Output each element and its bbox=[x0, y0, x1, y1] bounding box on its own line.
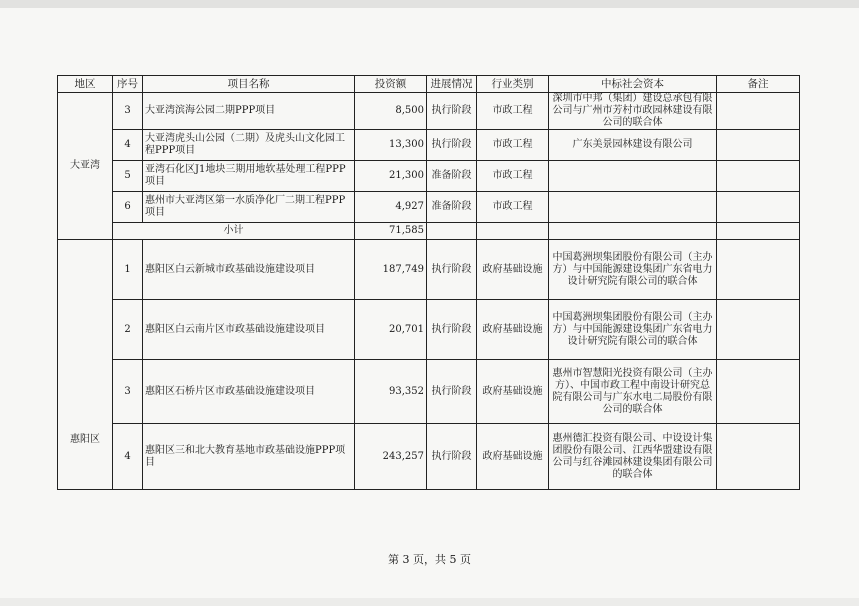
bidder-text: 中国葛洲坝集团股份有限公司（主办方）与中国能源建设集团广东省电力设计研究院有限公司的联合体 bbox=[549, 300, 717, 360]
row-no: 3 bbox=[113, 93, 143, 130]
header-region: 地区 bbox=[58, 76, 113, 93]
row-no: 2 bbox=[113, 300, 143, 360]
remarks-cell bbox=[717, 161, 800, 192]
table-header-row bbox=[58, 76, 800, 93]
header-no: 序号 bbox=[113, 76, 143, 93]
header-remarks: 备注 bbox=[717, 76, 800, 93]
header-progress: 进展情况 bbox=[427, 76, 477, 93]
project-name: 亚湾石化区J1地块三期用地软基处理工程PPP项目 bbox=[143, 161, 355, 192]
empty-cell bbox=[427, 223, 477, 240]
row-no: 3 bbox=[113, 360, 143, 424]
industry-type: 市政工程 bbox=[477, 93, 549, 130]
table-row bbox=[58, 360, 800, 424]
row-no: 1 bbox=[113, 240, 143, 300]
bidder-text: 广东美景园林建设有限公司 bbox=[549, 130, 717, 161]
project-name: 大亚湾虎头山公园（二期）及虎头山文化园工程PPP项目 bbox=[143, 130, 355, 161]
empty-cell bbox=[717, 223, 800, 240]
remarks-cell bbox=[717, 93, 800, 130]
table-row bbox=[58, 161, 800, 192]
project-name: 惠阳区石桥片区市政基础设施建设项目 bbox=[143, 360, 355, 424]
project-name: 惠阳区白云新城市政基础设施建设项目 bbox=[143, 240, 355, 300]
table-row bbox=[58, 93, 800, 130]
investment-value: 243,257 bbox=[355, 424, 427, 490]
region-label: 惠阳区 bbox=[70, 433, 100, 445]
subtotal-row bbox=[58, 223, 800, 240]
progress-status: 执行阶段 bbox=[427, 360, 477, 424]
remarks-cell bbox=[717, 192, 800, 223]
remarks-cell bbox=[717, 240, 800, 300]
industry-type: 政府基础设施 bbox=[477, 424, 549, 490]
table-row bbox=[58, 300, 800, 360]
header-investment: 投资额 bbox=[355, 76, 427, 93]
bidder-text: 惠州市智慧阳光投资有限公司（主办方）、中国市政工程中南设计研究总院有限公司与广东水电二局股份有限公司的联合体 bbox=[549, 360, 717, 424]
bidder-text: 深圳市中邦（集团）建设总承包有限公司与广州市芳村市政园林建设有限公司的联合体 bbox=[549, 93, 717, 130]
industry-type: 政府基础设施 bbox=[477, 300, 549, 360]
subtotal-label: 小计 bbox=[113, 223, 355, 240]
investment-value: 4,927 bbox=[355, 192, 427, 223]
scan-top-edge bbox=[0, 0, 859, 8]
investment-value: 93,352 bbox=[355, 360, 427, 424]
progress-status: 执行阶段 bbox=[427, 300, 477, 360]
remarks-cell bbox=[717, 130, 800, 161]
header-name: 项目名称 bbox=[143, 76, 355, 93]
progress-status: 执行阶段 bbox=[427, 130, 477, 161]
table-row bbox=[58, 130, 800, 161]
progress-status: 准备阶段 bbox=[427, 161, 477, 192]
row-no: 4 bbox=[113, 424, 143, 490]
bidder-text: 惠州德汇投资有限公司、中设设计集团股份有限公司、江西华盟建设有限公司与红谷滩园林建设集团有限公司的联合体 bbox=[549, 424, 717, 490]
industry-type: 政府基础设施 bbox=[477, 360, 549, 424]
page-number: 第 3 页，共 5 页 bbox=[388, 553, 471, 566]
region-cell bbox=[58, 240, 113, 490]
empty-cell bbox=[549, 223, 717, 240]
bidder-text bbox=[549, 161, 717, 192]
project-name: 大亚湾滨海公园二期PPP项目 bbox=[143, 93, 355, 130]
progress-status: 执行阶段 bbox=[427, 93, 477, 130]
table-row bbox=[58, 424, 800, 490]
project-name: 惠阳区白云南片区市政基础设施建设项目 bbox=[143, 300, 355, 360]
remarks-cell bbox=[717, 360, 800, 424]
ppp-project-table bbox=[57, 75, 800, 490]
row-no: 5 bbox=[113, 161, 143, 192]
row-no: 4 bbox=[113, 130, 143, 161]
region-cell: 大亚湾 bbox=[58, 93, 113, 240]
progress-status: 准备阶段 bbox=[427, 192, 477, 223]
industry-type: 市政工程 bbox=[477, 161, 549, 192]
investment-value: 21,300 bbox=[355, 161, 427, 192]
industry-type: 市政工程 bbox=[477, 192, 549, 223]
progress-status: 执行阶段 bbox=[427, 240, 477, 300]
subtotal-value: 71,585 bbox=[355, 223, 427, 240]
investment-value: 8,500 bbox=[355, 93, 427, 130]
progress-status: 执行阶段 bbox=[427, 424, 477, 490]
investment-value: 187,749 bbox=[355, 240, 427, 300]
table-row bbox=[58, 192, 800, 223]
industry-type: 政府基础设施 bbox=[477, 240, 549, 300]
empty-cell bbox=[477, 223, 549, 240]
scan-bottom-edge bbox=[0, 598, 859, 606]
header-industry: 行业类别 bbox=[477, 76, 549, 93]
project-name: 惠阳区三和北大教育基地市政基础设施PPP项目 bbox=[143, 424, 355, 490]
header-bidder: 中标社会资本 bbox=[549, 76, 717, 93]
bidder-text: 中国葛洲坝集团股份有限公司（主办方）与中国能源建设集团广东省电力设计研究院有限公司的联合体 bbox=[549, 240, 717, 300]
industry-type: 市政工程 bbox=[477, 130, 549, 161]
bidder-text bbox=[549, 192, 717, 223]
project-name: 惠州市大亚湾区第一水质净化厂二期工程PPP项目 bbox=[143, 192, 355, 223]
table-row bbox=[58, 240, 800, 300]
investment-value: 13,300 bbox=[355, 130, 427, 161]
row-no: 6 bbox=[113, 192, 143, 223]
investment-value: 20,701 bbox=[355, 300, 427, 360]
remarks-cell bbox=[717, 300, 800, 360]
remarks-cell bbox=[717, 424, 800, 490]
